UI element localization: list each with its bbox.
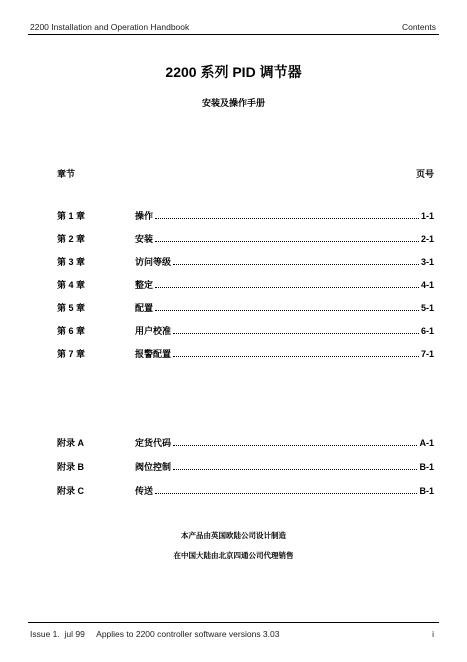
appendix-title: 传送 (135, 486, 154, 496)
toc-row-chapter-1[interactable] (57, 209, 434, 221)
footer-page-number: i (432, 629, 434, 639)
toc-row-appendix-c[interactable] (57, 484, 434, 496)
document-title: 2200 系列 PID 调节器 (165, 64, 302, 80)
running-header-title: 2200 Installation and Operation Handbook (30, 22, 190, 32)
page-number: A-1 (419, 438, 434, 448)
dot-leader (155, 485, 417, 494)
chapter-number: 第 4 章 (57, 280, 86, 290)
document-subtitle: 安装及操作手册 (201, 98, 265, 108)
dot-leader (173, 461, 417, 470)
dot-leader (155, 233, 419, 242)
page-number: 7-1 (420, 349, 434, 359)
chapter-title: 用户校准 (135, 326, 172, 336)
dot-leader (173, 437, 417, 446)
chapter-title: 安装 (135, 234, 154, 244)
page-number: B-1 (419, 486, 434, 496)
chapter-number: 第 1 章 (57, 211, 86, 221)
page-number: 6-1 (420, 326, 434, 336)
chapter-title: 报警配置 (135, 349, 172, 359)
appendix-title: 阀位控制 (135, 462, 172, 472)
toc-row-chapter-3[interactable] (57, 255, 434, 267)
page-number: 4-1 (420, 280, 434, 290)
manufacturer-note: 本产品由英国欧陆公司设计制造 (181, 531, 286, 540)
page-number: 3-1 (420, 257, 434, 267)
page-number: B-1 (419, 462, 434, 472)
chapter-number: 第 6 章 (57, 326, 86, 336)
chapter-title: 整定 (135, 280, 154, 290)
chapter-title: 访问等级 (135, 257, 172, 267)
footer-issue-info: Issue 1. jul 99 Applies to 2200 controller software versions 3.03 (30, 629, 280, 639)
appendix-label: 附录 A (57, 438, 85, 448)
appendix-label: 附录 C (57, 486, 85, 496)
dot-leader (173, 348, 419, 357)
page-column-heading: 页号 (415, 169, 434, 179)
chapter-number: 第 3 章 (57, 257, 86, 267)
running-header-section: Contents (401, 22, 436, 32)
distributor-note: 在中国大陆由北京四通公司代理销售 (173, 551, 294, 560)
page-number: 2-1 (420, 234, 434, 244)
chapter-title: 配置 (135, 303, 154, 313)
toc-row-chapter-2[interactable] (57, 232, 434, 244)
appendix-label: 附录 B (57, 462, 85, 472)
chapter-number: 第 2 章 (57, 234, 86, 244)
footer-rule (28, 622, 439, 623)
page-number: 1-1 (420, 211, 434, 221)
dot-leader (155, 210, 419, 219)
toc-row-appendix-a[interactable] (57, 436, 434, 448)
toc-row-chapter-5[interactable] (57, 301, 434, 313)
toc-row-chapter-6[interactable] (57, 324, 434, 336)
header-rule (28, 34, 439, 35)
chapter-number: 第 5 章 (57, 303, 86, 313)
chapter-number: 第 7 章 (57, 349, 86, 359)
page-number: 5-1 (420, 303, 434, 313)
chapter-column-heading: 章节 (57, 169, 76, 179)
toc-row-appendix-b[interactable] (57, 460, 434, 472)
dot-leader (155, 302, 419, 311)
dot-leader (155, 279, 419, 288)
toc-row-chapter-7[interactable] (57, 347, 434, 359)
dot-leader (173, 256, 419, 265)
chapter-title: 操作 (135, 211, 154, 221)
toc-row-chapter-4[interactable] (57, 278, 434, 290)
dot-leader (173, 325, 419, 334)
appendix-title: 定货代码 (135, 438, 172, 448)
